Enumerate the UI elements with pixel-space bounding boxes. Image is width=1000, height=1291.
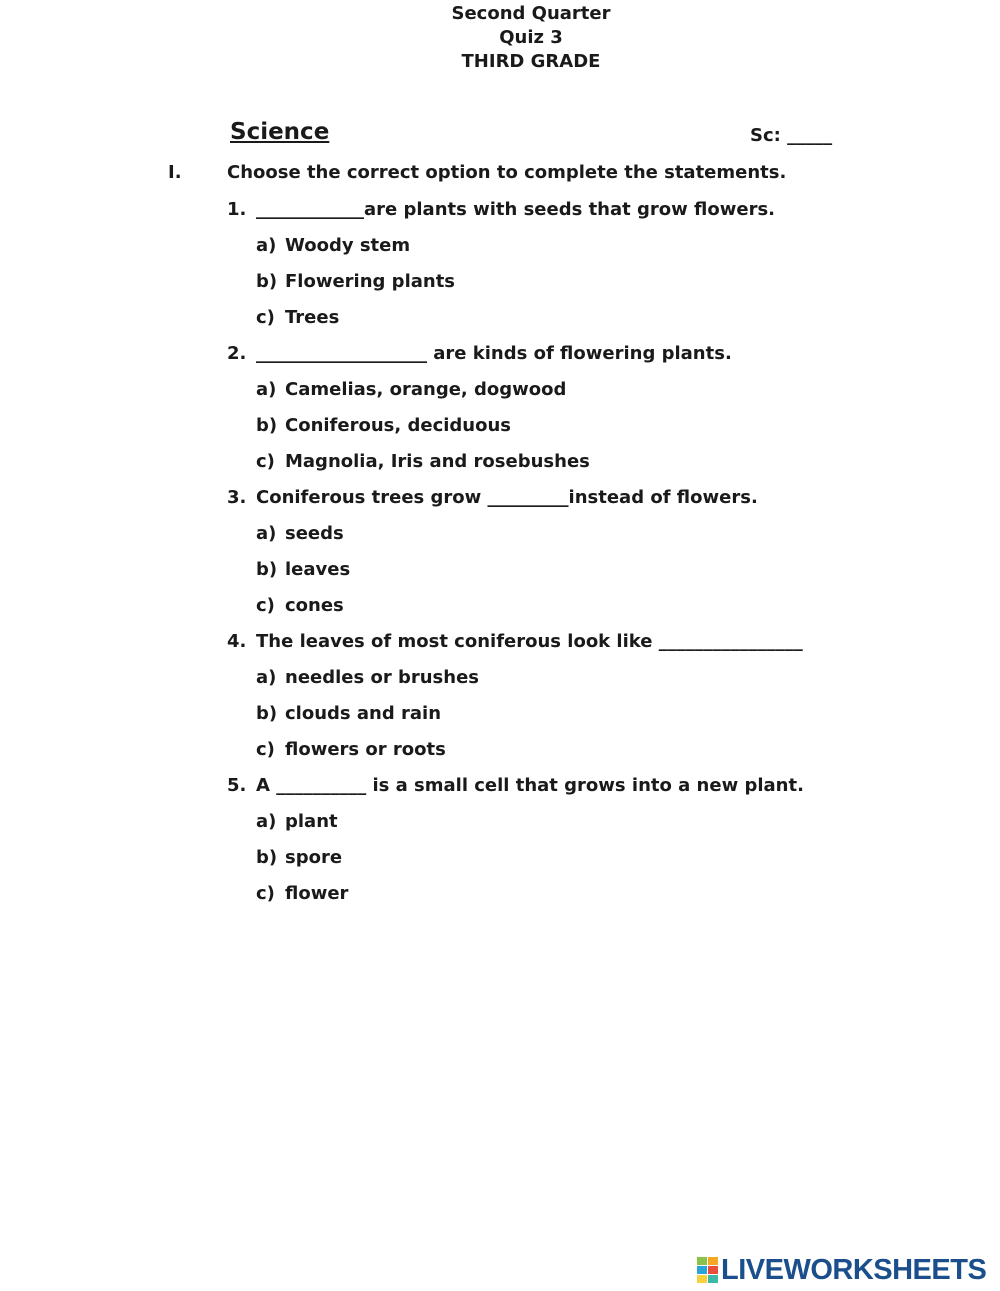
header-line-3: THIRD GRADE — [461, 51, 601, 72]
option-text: seeds — [285, 523, 344, 544]
option-2c[interactable] — [256, 451, 590, 472]
question-5 — [227, 775, 804, 796]
question-2 — [227, 343, 732, 364]
option-4a[interactable] — [256, 667, 479, 688]
question-text: Coniferous trees grow _________instead of flowers. — [256, 487, 758, 508]
logo-tile-blue — [697, 1266, 707, 1274]
option-4c[interactable] — [256, 739, 446, 760]
option-text: leaves — [285, 559, 351, 580]
question-number: 2. — [227, 343, 247, 364]
question-text: ___________________ are kinds of flowering plants. — [256, 343, 732, 364]
option-letter: c) — [256, 595, 275, 616]
question-text: ____________are plants with seeds that grow flowers. — [256, 199, 776, 220]
option-text: flower — [285, 883, 349, 904]
option-3c[interactable] — [256, 595, 344, 616]
option-letter: b) — [256, 559, 278, 580]
option-text: spore — [285, 847, 343, 868]
logo-text: LIVEWORKSHEETS — [721, 1253, 987, 1286]
logo-tile-green — [697, 1257, 707, 1265]
liveworksheets-logo[interactable] — [697, 1253, 986, 1287]
option-letter: c) — [256, 883, 275, 904]
question-number: 1. — [227, 199, 247, 220]
option-text: flowers or roots — [285, 739, 446, 760]
option-letter: c) — [256, 451, 275, 472]
option-letter: b) — [256, 271, 278, 292]
option-1c[interactable] — [256, 307, 339, 328]
question-1 — [227, 199, 775, 220]
section-instruction: Choose the correct option to complete the statements. — [227, 162, 787, 183]
option-3a[interactable] — [256, 523, 344, 544]
question-4 — [227, 631, 803, 652]
logo-tile-teal — [708, 1275, 718, 1283]
option-text: clouds and rain — [285, 703, 442, 724]
option-text: needles or brushes — [285, 667, 480, 688]
question-number: 4. — [227, 631, 247, 652]
option-1a[interactable] — [256, 235, 410, 256]
option-letter: c) — [256, 739, 275, 760]
option-4b[interactable] — [256, 703, 441, 724]
option-letter: a) — [256, 667, 277, 688]
option-5b[interactable] — [256, 847, 342, 868]
question-text: A __________ is a small cell that grows into a new plant. — [256, 775, 804, 796]
option-3b[interactable] — [256, 559, 350, 580]
option-letter: b) — [256, 703, 278, 724]
option-text: plant — [285, 811, 338, 832]
logo-tile-red — [708, 1266, 718, 1274]
question-3 — [227, 487, 758, 508]
option-letter: b) — [256, 415, 278, 436]
option-1b[interactable] — [256, 271, 455, 292]
option-text: Coniferous, deciduous — [285, 415, 512, 436]
option-5c[interactable] — [256, 883, 348, 904]
option-letter: a) — [256, 235, 277, 256]
liveworksheets-logo-icon — [697, 1257, 719, 1283]
option-text: Trees — [285, 307, 340, 328]
header-line-2: Quiz 3 — [499, 27, 563, 48]
option-text: Camelias, orange, dogwood — [285, 379, 567, 400]
option-2b[interactable] — [256, 415, 511, 436]
subject-title: Science — [230, 119, 330, 145]
section-number: I. — [168, 162, 182, 183]
logo-tile-orange — [708, 1257, 718, 1265]
option-text: Magnolia, Iris and rosebushes — [285, 451, 590, 472]
option-text: Flowering plants — [285, 271, 456, 292]
option-letter: c) — [256, 307, 275, 328]
option-letter: a) — [256, 523, 277, 544]
question-number: 3. — [227, 487, 247, 508]
option-letter: a) — [256, 379, 277, 400]
question-text: The leaves of most coniferous look like ________________ — [256, 631, 803, 652]
option-letter: a) — [256, 811, 277, 832]
score-field: Sc: _____ — [750, 125, 833, 146]
header-line-1: Second Quarter — [451, 3, 611, 24]
option-letter: b) — [256, 847, 278, 868]
option-text: Woody stem — [285, 235, 411, 256]
option-2a[interactable] — [256, 379, 566, 400]
logo-tile-yellow — [697, 1275, 707, 1283]
question-number: 5. — [227, 775, 247, 796]
option-text: cones — [285, 595, 344, 616]
option-5a[interactable] — [256, 811, 338, 832]
